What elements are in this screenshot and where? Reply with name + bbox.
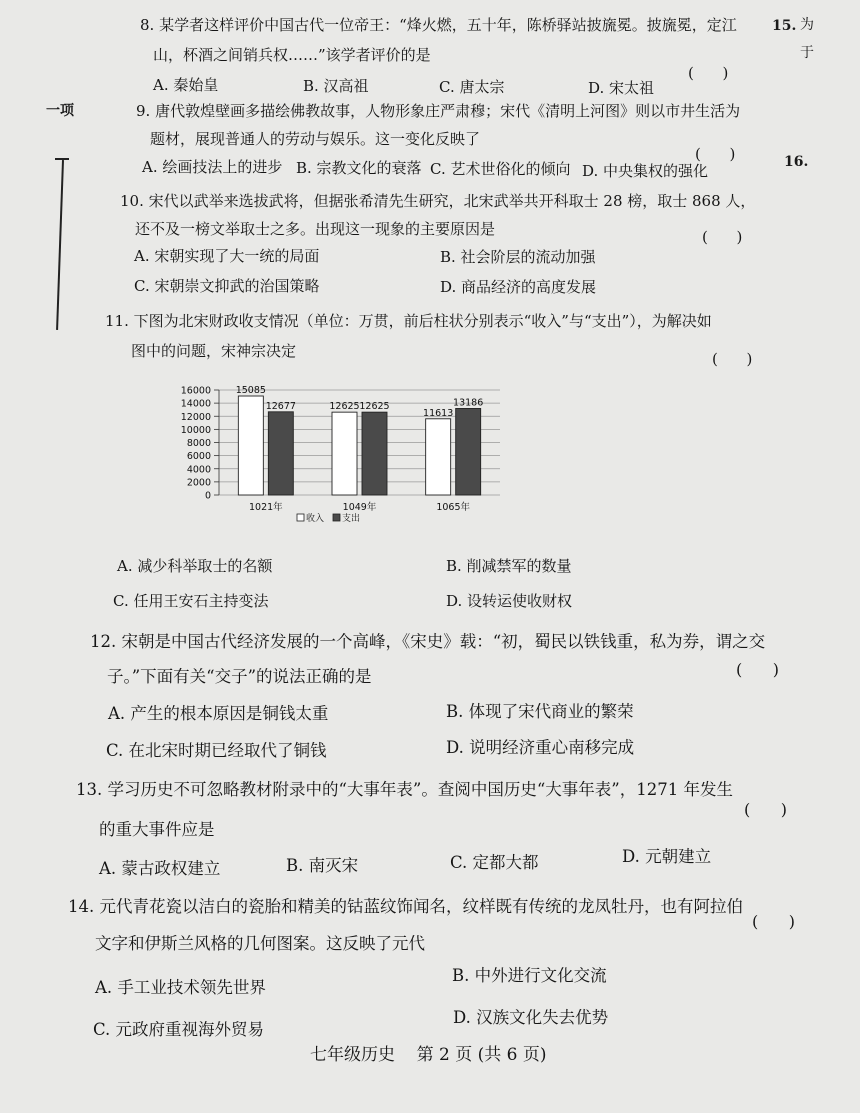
chart-y-tick-label: 4000	[186, 464, 211, 476]
question-13-line-1: 13. 学习历史不可忽略教材附录中的“大事年表”。查阅中国历史“大事年表”，1271 年发生	[76, 780, 733, 799]
chart-legend-swatch	[333, 514, 340, 521]
chart-data-label: 12625	[329, 401, 360, 413]
question-13-option-a[interactable]: A. 蒙古政权建立	[99, 859, 221, 878]
question-8-option-d[interactable]: D. 宋太祖	[588, 79, 655, 97]
question-9-line-2: 题材，展现普通人的劳动与娱乐。这一变化反映了	[150, 130, 481, 148]
question-13-option-b[interactable]: B. 南灭宋	[286, 856, 359, 875]
margin-q16-number: 16.	[784, 154, 809, 170]
chart-bar	[332, 412, 357, 495]
chart-legend-swatch	[297, 514, 304, 521]
question-12-option-a[interactable]: A. 产生的根本原因是铜钱太重	[108, 704, 329, 723]
chart-data-label: 11613	[423, 407, 454, 419]
question-13-line-2: 的重大事件应是	[99, 820, 215, 839]
chart-x-tick-label: 1021年	[248, 502, 283, 513]
question-10-answer-paren[interactable]: ( )	[702, 228, 743, 246]
question-11-line-1: 11. 下图为北宋财政收支情况（单位：万贯，前后柱状分别表示“收入”与“支出”），为解决如	[105, 312, 712, 330]
question-13-answer-paren[interactable]: ( )	[744, 800, 787, 819]
chart-y-tick-label: 0	[204, 490, 211, 502]
question-9-answer-paren[interactable]: ( )	[695, 145, 736, 163]
question-13-option-d[interactable]: D. 元朝建立	[622, 847, 712, 866]
question-10-option-c[interactable]: C. 宋朝崇文抑武的治国策略	[134, 277, 320, 295]
question-12-answer-paren[interactable]: ( )	[736, 660, 779, 679]
question-8-answer-paren[interactable]: ( )	[688, 64, 729, 82]
question-11-option-a[interactable]: A. 减少科举取士的名额	[117, 557, 273, 575]
question-10-option-a[interactable]: A. 宋朝实现了大一统的局面	[134, 247, 320, 265]
question-14-option-d[interactable]: D. 汉族文化失去优势	[453, 1008, 609, 1027]
question-9-option-a[interactable]: A. 绘画技法上的进步	[142, 158, 283, 176]
chart-legend	[297, 512, 360, 524]
question-8-option-b[interactable]: B. 汉高祖	[303, 77, 369, 95]
question-8-option-a[interactable]: A. 秦始皇	[153, 76, 219, 94]
chart-y-tick-label: 10000	[180, 424, 211, 436]
question-9-option-b[interactable]: B. 宗教文化的衰落	[296, 159, 422, 177]
question-10-line-2: 还不及一榜文举取士之多。出现这一现象的主要原因是	[135, 220, 496, 238]
question-11-option-b[interactable]: B. 削减禁军的数量	[446, 557, 572, 575]
chart-data-label: 12625	[359, 401, 390, 413]
chart-y-tick-label: 8000	[186, 438, 211, 449]
question-11-option-d[interactable]: D. 设转运使收财权	[446, 592, 573, 610]
question-12-option-b[interactable]: B. 体现了宋代商业的繁荣	[446, 702, 634, 721]
question-12-line-1: 12. 宋朝是中国古代经济发展的一个高峰，《宋史》载：“初，蜀民以铁钱重，私为券，谓之交	[90, 632, 766, 651]
margin-q15-char2: 于	[800, 45, 814, 61]
chart-y-tick-label: 14000	[180, 398, 211, 410]
question-14-line-2: 文字和伊斯兰风格的几何图案。这反映了元代	[95, 934, 425, 953]
question-11-answer-paren[interactable]: ( )	[712, 350, 753, 368]
page-footer: 七年级历史 第 2 页 (共 6 页)	[310, 1045, 547, 1065]
margin-left-text: 一项	[46, 103, 74, 119]
chart-y-tick-label: 16000	[180, 385, 211, 397]
question-11-line-2: 图中的问题，宋神宗决定	[131, 342, 297, 360]
question-11-option-c[interactable]: C. 任用王安石主持变法	[113, 592, 269, 610]
question-8-line-2: 山，杯酒之间销兵权……”该学者评价的是	[153, 46, 431, 64]
question-14-option-c[interactable]: C. 元政府重视海外贸易	[93, 1020, 265, 1039]
finance-bar-chart	[175, 378, 535, 538]
question-8-line-1: 8. 某学者这样评价中国古代一位帝王：“烽火燃，五十年，陈桥驿站披旒冕。披旒冕，定江	[140, 16, 737, 34]
question-9-line-1: 9. 唐代敦煌壁画多描绘佛教故事，人物形象庄严肃穆；宋代《清明上河图》则以市井生活为	[136, 102, 741, 120]
question-14-option-a[interactable]: A. 手工业技术领先世界	[95, 978, 266, 997]
question-9-option-c[interactable]: C. 艺术世俗化的倾向	[430, 160, 571, 178]
chart-y-tick-labels	[181, 386, 219, 502]
question-10-option-d[interactable]: D. 商品经济的高度发展	[440, 278, 597, 296]
chart-legend-label: 支出	[342, 514, 361, 524]
chart-x-tick-label: 1049年	[342, 502, 377, 513]
chart-bar	[268, 412, 293, 495]
chart-data-label: 12677	[265, 400, 296, 412]
margin-q15-number: 15.	[772, 18, 797, 34]
question-10-option-b[interactable]: B. 社会阶层的流动加强	[440, 248, 596, 266]
chart-bar	[362, 412, 387, 495]
chart-legend-label: 收入	[306, 514, 325, 524]
question-8-option-c[interactable]: C. 唐太宗	[439, 78, 505, 96]
chart-bar	[238, 396, 263, 495]
question-9-option-d[interactable]: D. 中央集权的强化	[582, 162, 709, 180]
question-14-answer-paren[interactable]: ( )	[752, 912, 795, 931]
question-13-option-c[interactable]: C. 定都大都	[450, 853, 539, 872]
question-12-option-c[interactable]: C. 在北宋时期已经取代了铜钱	[106, 741, 327, 760]
chart-x-tick-labels	[249, 501, 471, 513]
chart-y-tick-label: 6000	[186, 451, 211, 463]
chart-bar	[456, 408, 481, 495]
chart-data-label: 15085	[235, 385, 266, 397]
margin-bracket-vertical	[56, 160, 64, 330]
chart-y-tick-label: 2000	[186, 477, 211, 489]
chart-x-tick-label: 1065年	[436, 502, 471, 513]
chart-bar	[426, 419, 451, 495]
question-10-line-1: 10. 宋代以武举来选拔武将，但据张希清先生研究，北宋武举共开科取士 28 榜，取士 868 人，	[120, 192, 756, 210]
question-14-option-b[interactable]: B. 中外进行文化交流	[452, 966, 607, 985]
question-12-line-2: 子。”下面有关“交子”的说法正确的是	[107, 667, 372, 686]
chart-y-tick-label: 12000	[180, 411, 211, 423]
question-12-option-d[interactable]: D. 说明经济重心南移完成	[446, 738, 635, 757]
chart-data-label: 13186	[453, 397, 484, 409]
question-14-line-1: 14. 元代青花瓷以洁白的瓷胎和精美的钴蓝纹饰闻名，纹样既有传统的龙凤牡丹，也有阿拉伯	[68, 897, 743, 916]
margin-q15-char1: 为	[800, 17, 814, 33]
